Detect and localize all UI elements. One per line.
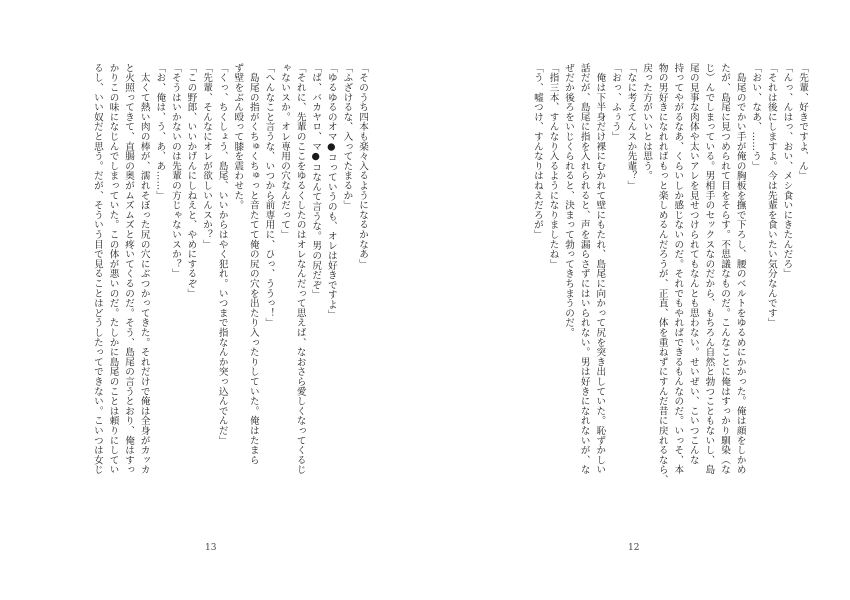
text-line: 持ってやがるなあ、くらいしか感じないのだ。それでもやればできるもんなのだ。いっそ、本 — [672, 63, 684, 475]
text-line: 「う、嘘つけ、すんなりはねえだろが」 — [531, 63, 543, 240]
text-line: 「先輩、そんなにオレが欲しいんスか？」 — [201, 63, 213, 250]
text-line: と火照ってきて、直腸の奥がムズムズと疼いてくるのだ。そう、島尾の言うとおり、俺はすっ — [123, 63, 135, 475]
text-line: 太くて熱い肉の棒が、濡れそぼった尻の穴にぶつかってきた。それだけで俺は全身がカッカ — [138, 63, 150, 475]
text-line: じ）んでしまっている。男相手のセックスなのだから、もちろん自然と勃つこともないし、島 — [703, 63, 715, 475]
text-line: 島尾のでかい手が俺の胸板を撫で下ろし、腰のベルトをゆるめにかかった。俺は顔をしかめ — [734, 63, 746, 475]
text-line: 「お、俺は、う、あ、あ……」 — [154, 63, 166, 201]
text-line: 「先輩、好きですよ、ん」 — [797, 63, 808, 181]
right-page-number: 12 — [628, 543, 640, 553]
text-line: 俺は下半身だけ裸にむかれて壁にもたれ、島尾に向かって尻を突き出していた。恥ずかしい — [594, 63, 606, 475]
text-line: 話だが、島尾に指を入れられると、声を漏らさずにはいられない。男は好きになれないが、な — [578, 63, 590, 475]
text-line: 「指三本、すんなり入るようになりましたね」 — [547, 63, 559, 269]
text-line: 「そのうち四本も楽々入るようになるかなあ」 — [357, 63, 368, 269]
text-line: 「ふざけるな、入ってたまるか」 — [341, 63, 353, 210]
text-line: 「へんなこと言うな、いつから前専用に、ひっ、ううっ！」 — [263, 63, 275, 328]
text-line: 「そうはいかないのは先輩の方じゃないスか？」 — [169, 63, 181, 279]
text-line: 「んっ、んはっ、おい、メシ食いにきたんだろ」 — [781, 63, 793, 279]
text-line: 「なに考えてんスか先輩？」 — [625, 63, 637, 191]
text-line: 物の男好きになれればもっと楽しめるんだろうが、正直、体を重ねずにすんだ昔に戻れるなら、 — [656, 63, 668, 485]
text-line: たが、島尾に見つめられて目をそらす。不思議なものだ。こんなことに俺はすっかり馴染（な — [719, 63, 731, 475]
text-line: ゃないスか。オレ専用の穴なんだって」 — [279, 63, 291, 240]
left-page-number: 13 — [205, 543, 217, 553]
text-line: 「ば、バカヤロ、マ●コなんて言うな。男の尻だぞ」 — [310, 63, 322, 300]
text-line: 「それは後にしますよ。今は先輩を食いたい気分なんです」 — [765, 63, 777, 328]
text-line: かりこの味になじんでしまっていた。この体が悪いのだ。たしかに島尾のことは頼りにしてい — [107, 63, 119, 475]
text-line: 「くっ、ちくしょう、島尾、いいからはやく犯れ。いつまで指なんか突っ込んでんだ」 — [216, 63, 228, 446]
text-line: 戻った方がいいとは思う。 — [641, 63, 653, 181]
text-line: るし、いい奴だと思う。だが、そういう目で見ることはどうしたってできない。こいつは女じ — [91, 63, 103, 475]
text-line: 「この野郎、いいかげんにしねえと、やめにするぞ」 — [185, 63, 197, 299]
text-line: 尾の見事な肉体や太いアレを見せつけられてもなんとも思わない。せいぜい、こいつこんな — [687, 63, 699, 465]
text-line: ず壁をぶん殴って膝を震わせた。 — [232, 63, 244, 210]
text-line: 「おっ、ふぅう」 — [609, 63, 621, 142]
text-line: 「ゆるゆるのオマ●コっていうのも、オレは好きですよ」 — [325, 63, 337, 320]
left-page-text — [75, 63, 370, 483]
right-page-text — [531, 63, 810, 485]
text-line: 「それに、先輩のここをゆるくしたのはオレなんだって思えば、なおさら愛しくなってくるじ — [294, 63, 306, 475]
text-line: ぜだか後ろをいじくられると、決まって勃ってきちまうのだ。 — [563, 63, 575, 338]
text-line: 島尾の指がくちゅくちゅっと音たてて俺の尻の穴を出たり入ったりしていた。俺はたまら — [247, 63, 259, 465]
text-line: 「おい、なあ、……う」 — [750, 63, 762, 171]
right-page — [425, 0, 850, 600]
